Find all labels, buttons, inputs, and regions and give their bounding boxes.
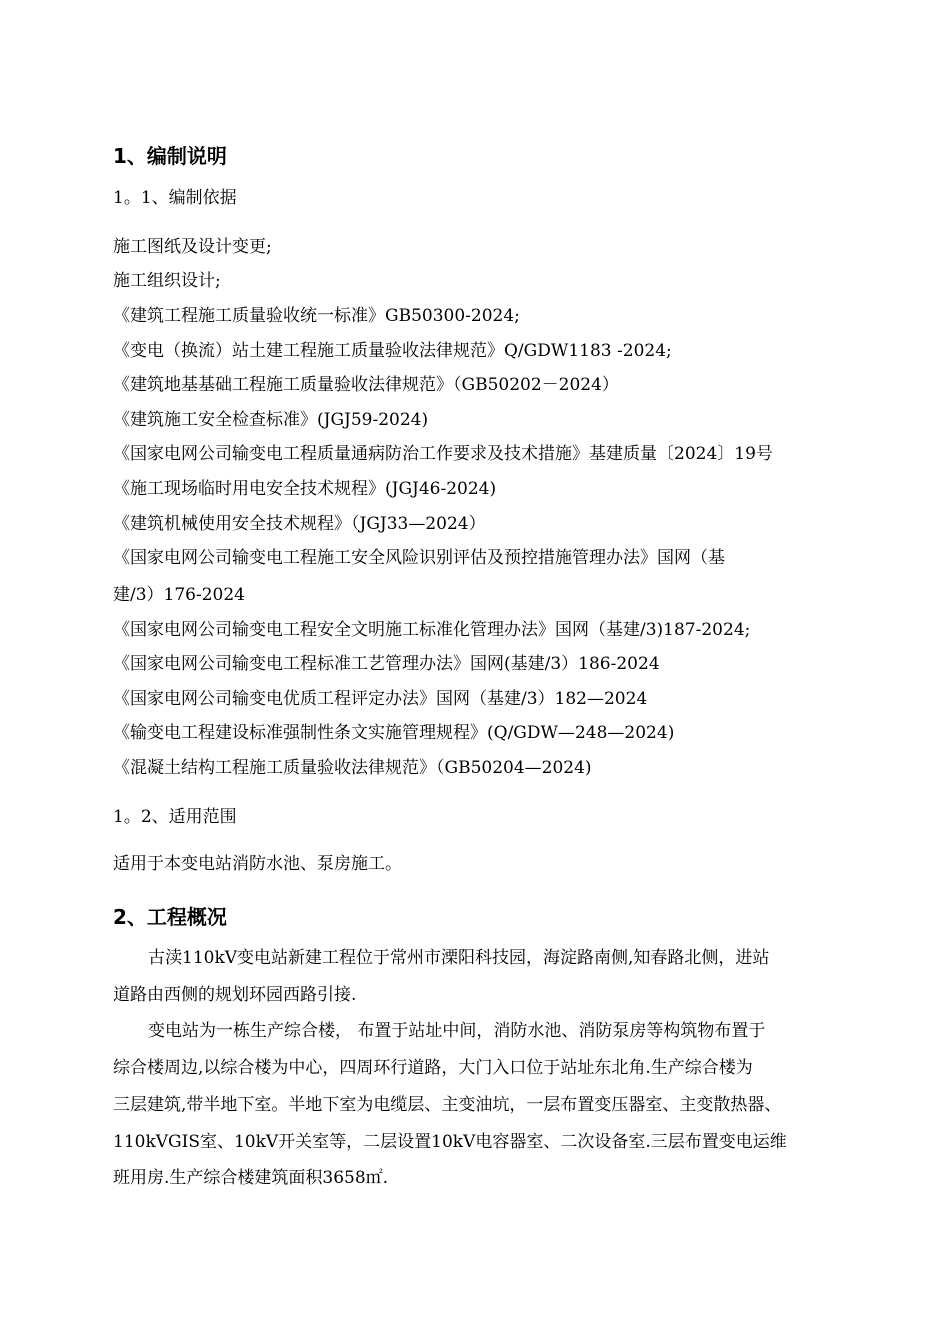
section-1-heading: 1、编制说明 [113, 144, 227, 168]
overview-paragraph-2-line: 班用房.生产综合楼建筑面积3658㎡. [113, 1168, 389, 1188]
overview-paragraph-2-line: 三层建筑,带半地下室。半地下室为电缆层、主变油坑，一层布置变压器室、主变散热器、 [113, 1095, 782, 1115]
basis-item-continuation: 建/3）176-2024 [113, 585, 245, 605]
basis-item: 《混凝土结构工程施工质量验收法律规范》（GB50204—2024) [113, 758, 592, 778]
scope-text: 适用于本变电站消防水池、泵房施工。 [113, 854, 402, 874]
basis-item: 《国家电网公司输变电工程施工安全风险识别评估及预控措施管理办法》国网（基 [113, 548, 725, 568]
basis-item: 《输变电工程建设标准强制性条文实施管理规程》(Q/GDW—248—2024) [113, 723, 675, 743]
basis-item: 《变电（换流）站土建工程施工质量验收法律规范》Q/GDW1183 -2024; [113, 341, 672, 361]
basis-item: 施工组织设计; [113, 271, 221, 291]
basis-item: 《国家电网公司输变电工程安全文明施工标准化管理办法》国网（基建/3)187-2024; [113, 620, 751, 640]
basis-item: 施工图纸及设计变更; [113, 237, 272, 257]
subsection-1-2-heading: 1。2、适用范围 [113, 807, 237, 827]
basis-item: 《国家电网公司输变电优质工程评定办法》国网（基建/3）182—2024 [113, 689, 648, 709]
basis-item: 《建筑机械使用安全技术规程》（JGJ33—2024） [113, 514, 486, 534]
basis-item: 《国家电网公司输变电工程标准工艺管理办法》国网(基建/3）186-2024 [113, 654, 660, 674]
subsection-1-1-heading: 1。1、编制依据 [113, 188, 237, 208]
basis-item: 《建筑工程施工质量验收统一标准》GB50300-2024; [113, 306, 520, 326]
basis-item: 《建筑施工安全检查标准》(JGJ59-2024) [113, 410, 429, 430]
overview-paragraph-2-line: 综合楼周边,以综合楼为中心，四周环行道路，大门入口位于站址东北角.生产综合楼为 [113, 1058, 753, 1078]
basis-item: 《建筑地基基础工程施工质量验收法律规范》（GB50202－2024） [113, 375, 619, 395]
overview-paragraph-2-line: 变电站为一栋生产综合楼， 布置于站址中间，消防水池、消防泵房等构筑物布置于 [148, 1021, 766, 1041]
overview-paragraph-2-line: 110kVGIS室、10kV开关室等，二层设置10kV电容器室、二次设备室.三层布置变电运维 [113, 1132, 787, 1152]
overview-paragraph-1-line: 道路由西侧的规划环园西路引接. [113, 985, 357, 1005]
section-2-heading: 2、工程概况 [113, 905, 227, 929]
overview-paragraph-1-line: 古渎110kV变电站新建工程位于常州市溧阳科技园，海淀路南侧,知春路北侧，进站 [148, 948, 770, 968]
basis-item: 《国家电网公司输变电工程质量通病防治工作要求及技术措施》基建质量〔2024〕19号 [113, 444, 773, 464]
basis-item: 《施工现场临时用电安全技术规程》(JGJ46-2024) [113, 479, 497, 499]
